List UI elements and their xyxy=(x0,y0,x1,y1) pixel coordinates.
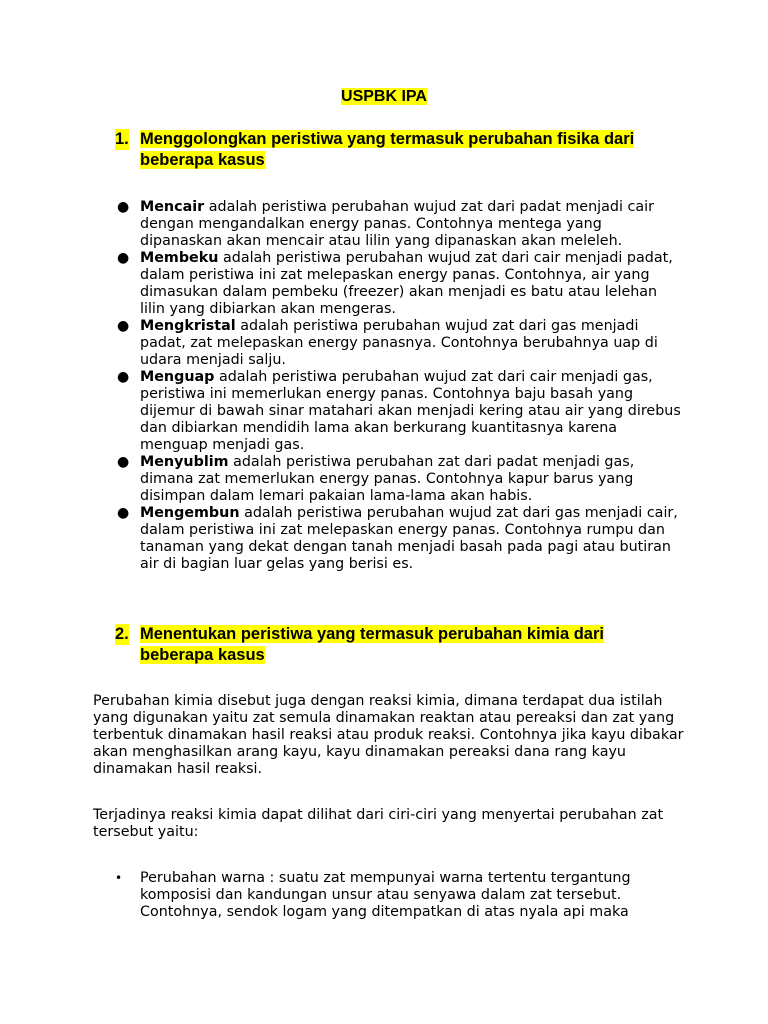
bullet-icon: ● xyxy=(117,318,130,334)
chemical-change-paragraph: Perubahan kimia disebut juga dengan reaksi kimia, dimana terdapat dua istilah yang digunakan yaitu zat semula dinamakan reaktan atau pereaksi dan zat yang terbentuk dinamakan hasil reaksi atau produk reaksi. Contohnya jika kayu dibakar akan menghasilkan arang kayu, kayu dinamakan pereaksi dana rang kayu dinamakan hasil reaksi. xyxy=(93,693,684,777)
chemical-characteristics-list xyxy=(115,870,685,921)
term: Mengkristal xyxy=(140,318,236,334)
definition: adalah peristiwa perubahan wujud zat dari gas menjadi padat, zat melepaskan energy panasnya. Contohnya berubahnya uap di udara menjadi salju. xyxy=(140,318,658,368)
list-item xyxy=(115,870,685,921)
list-item xyxy=(115,454,685,505)
section-2-heading xyxy=(115,624,635,666)
list-item xyxy=(115,250,685,318)
list-item xyxy=(115,505,685,573)
document-title xyxy=(0,88,768,106)
term: Membeku xyxy=(140,250,219,266)
section-2-heading-text: Menentukan peristiwa yang termasuk perubahan kimia dari beberapa kasus xyxy=(140,625,604,664)
bullet-icon: ● xyxy=(117,250,130,266)
section-1-heading-text: Menggolongkan peristiwa yang termasuk perubahan fisika dari beberapa kasus xyxy=(140,130,635,169)
physical-change-list xyxy=(115,199,685,573)
bullet-icon: ● xyxy=(117,454,130,470)
term: Mengembun xyxy=(140,505,240,521)
bullet-icon: • xyxy=(115,871,123,885)
list-item xyxy=(115,318,685,369)
definition: adalah peristiwa perubahan wujud zat dari cair menjadi gas, peristiwa ini memerlukan energy panas. Contohnya baju basah yang dijemur di bawah sinar matahari akan menjadi kering atau air yang direbus dan dibiarkan mendidih lama akan berkurang kuantitasnya karena menguap menjadi gas. xyxy=(140,369,681,453)
section-2-number: 2. xyxy=(115,625,129,643)
definition: adalah peristiwa perubahan wujud zat dari cair menjadi padat, dalam peristiwa ini zat melepaskan energy panas. Contohnya, air yang dimasukan dalam pembeku (freezer) akan menjadi es batu atau lelehan lilin yang dibiarkan akan mengeras. xyxy=(140,250,673,317)
title-text: USPBK IPA xyxy=(341,88,427,105)
characteristics-paragraph: Terjadinya reaksi kimia dapat dilihat dari ciri-ciri yang menyertai perubahan zat tersebut yaitu: xyxy=(93,807,664,840)
list-item xyxy=(115,369,685,454)
definition: adalah peristiwa perubahan wujud zat dari gas menjadi cair, dalam peristiwa ini zat melepaskan energy panas. Contohnya rumpu dan tanaman yang dekat dengan tanah menjadi basah pada pagi atau butiran air di bagian luar gelas yang berisi es. xyxy=(140,505,678,572)
definition: adalah peristiwa perubahan wujud zat dari padat menjadi cair dengan mengandalkan energy panas. Contohnya mentega yang dipanaskan akan mencair atau lilin yang dipanaskan akan meleleh. xyxy=(140,199,654,249)
section-1-number: 1. xyxy=(115,130,129,148)
item-text: Perubahan warna : suatu zat mempunyai warna tertentu tergantung komposisi dan kandungan unsur atau senyawa dalam zat tersebut. Contohnya, sendok logam yang ditempatkan di atas nyala api maka xyxy=(140,870,631,920)
section-1-heading xyxy=(115,129,635,171)
list-item xyxy=(115,199,685,250)
definition: adalah peristiwa perubahan zat dari padat menjadi gas, dimana zat memerlukan energy panas. Contohnya kapur barus yang disimpan dalam lemari pakaian lama-lama akan habis. xyxy=(140,454,635,504)
term: Mencair xyxy=(140,199,205,215)
bullet-icon: ● xyxy=(117,369,130,385)
term: Menguap xyxy=(140,369,215,385)
term: Menyublim xyxy=(140,454,229,470)
bullet-icon: ● xyxy=(117,199,130,215)
bullet-icon: ● xyxy=(117,505,130,521)
